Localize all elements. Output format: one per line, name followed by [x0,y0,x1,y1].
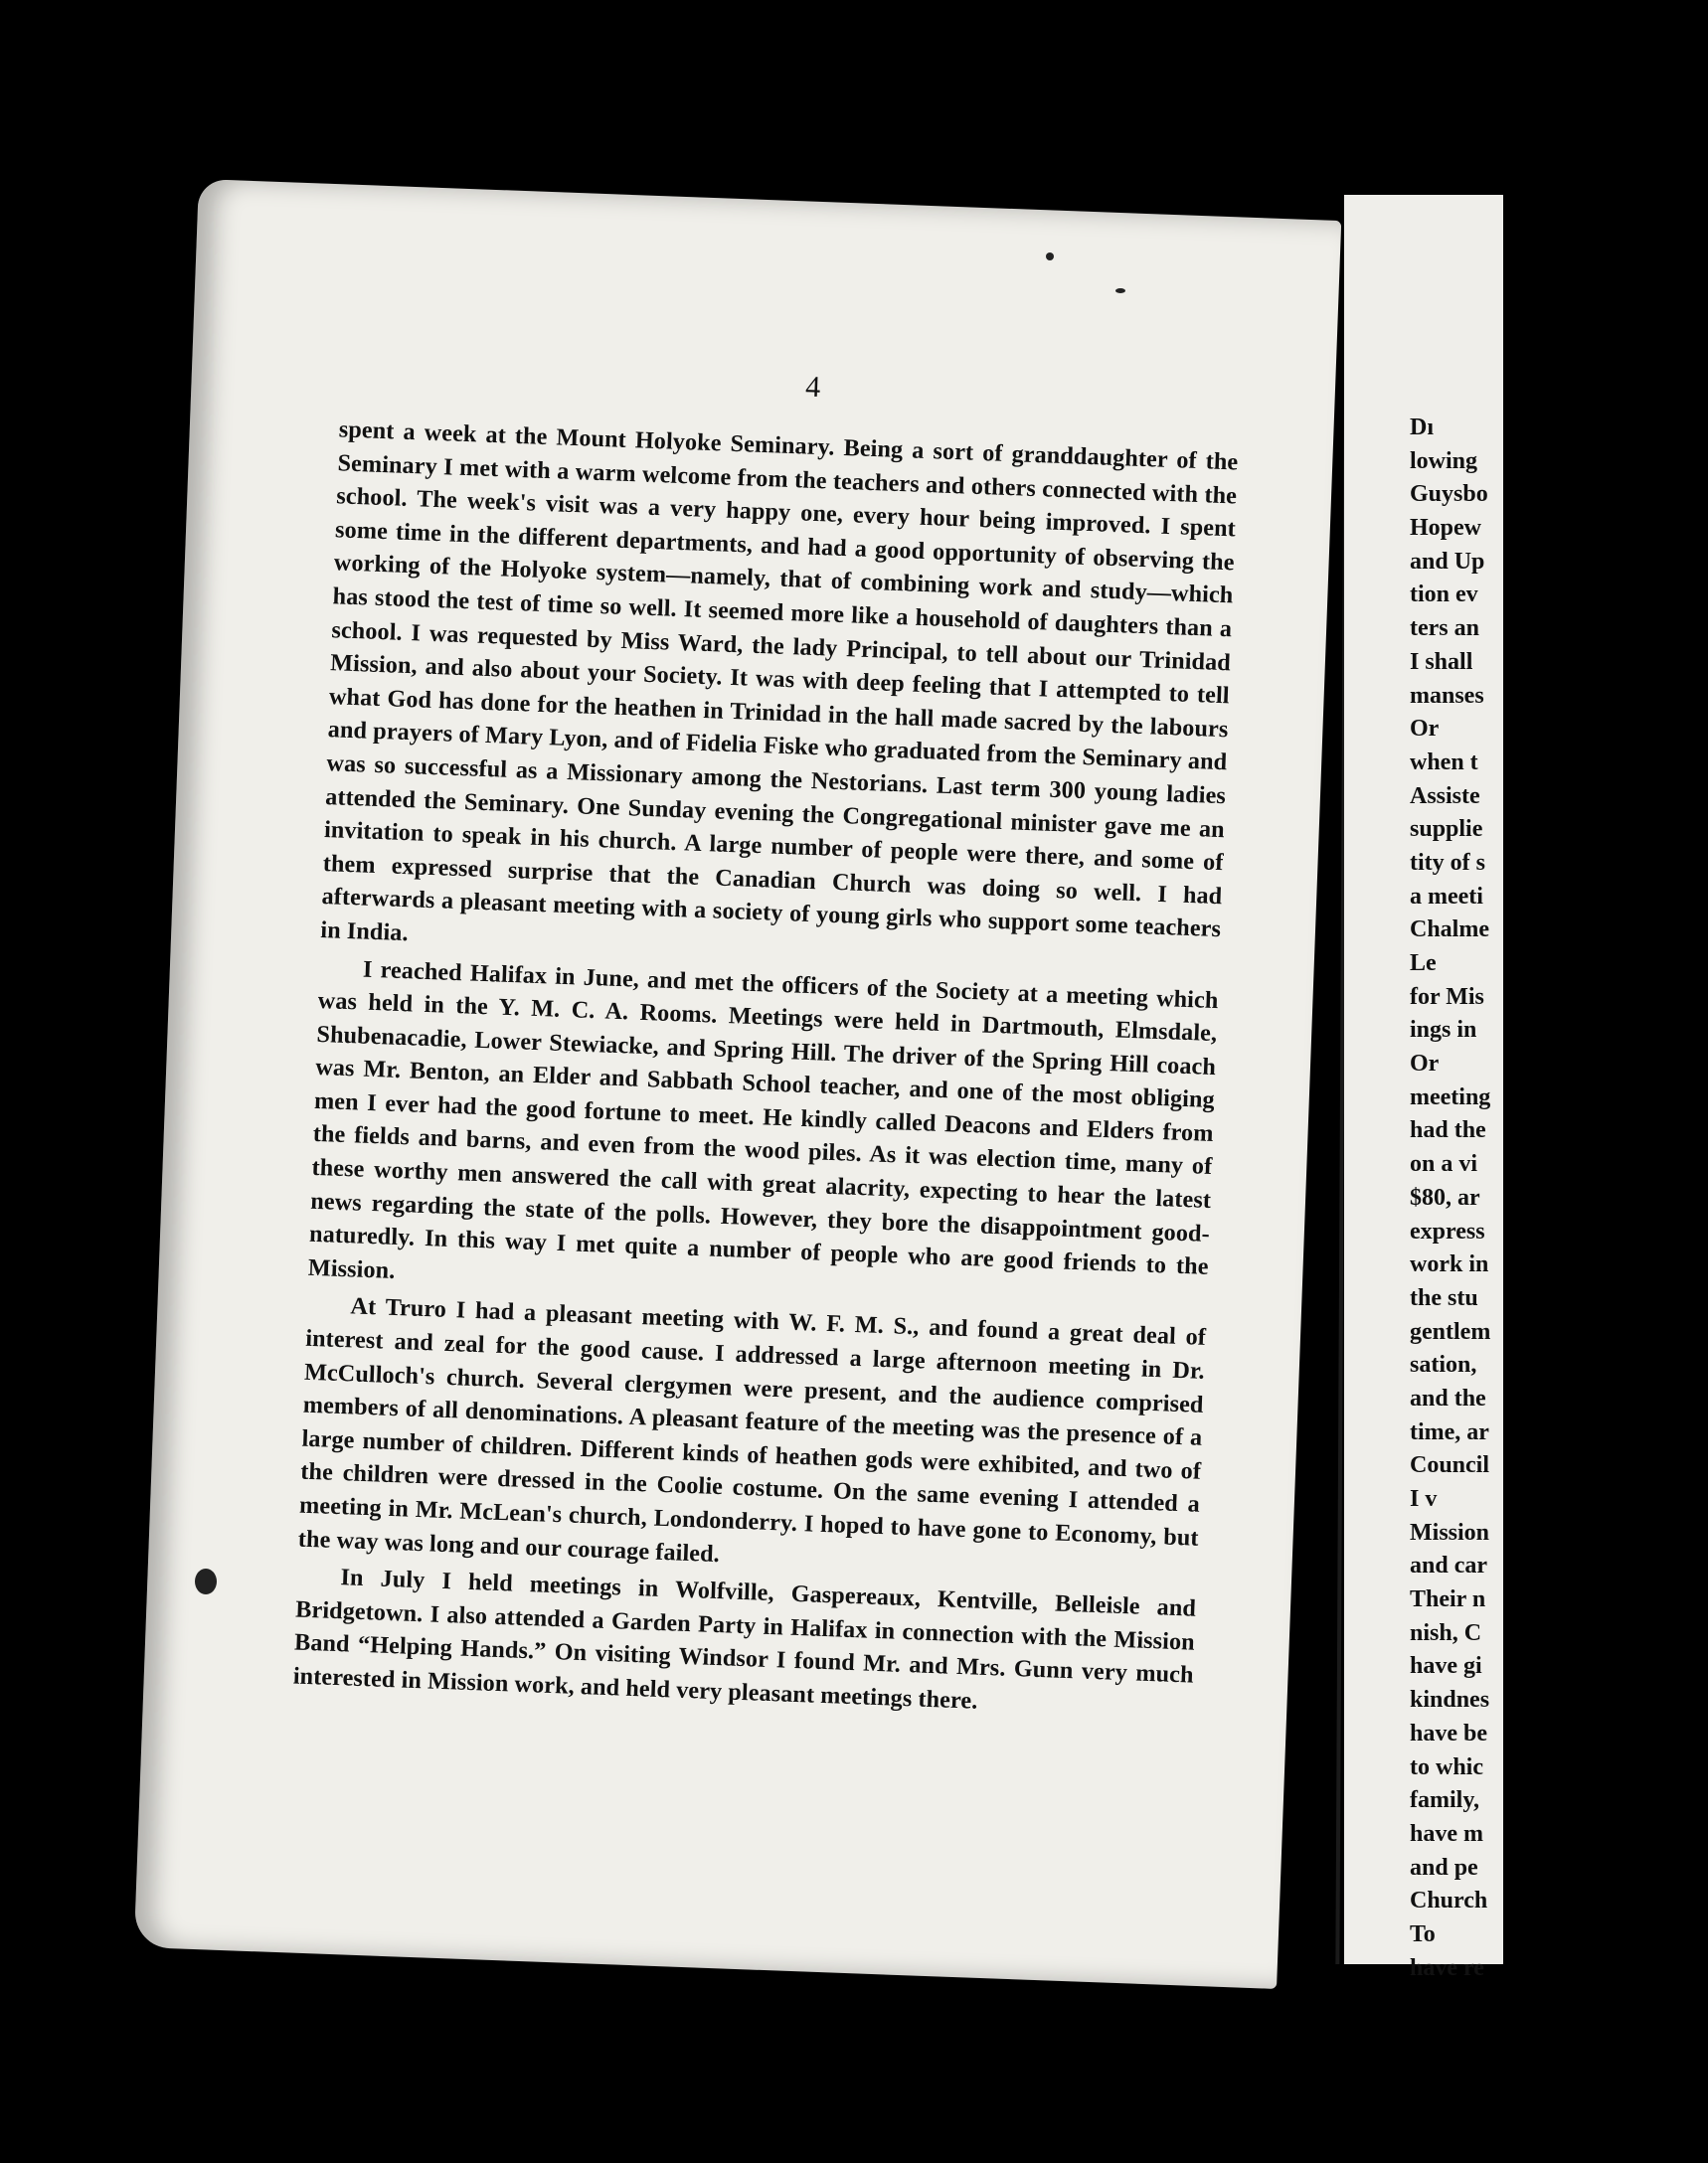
right-page-line: nish, C [1410,1619,1482,1646]
right-page-line: kindnes [1410,1687,1490,1714]
right-page-line: Assiste [1410,782,1480,809]
paragraph-july-meetings: In July I held meetings in Wolfville, Gaspereaux, Kentville, Belleisle and Bridgetown. I also attended a Garden Party in Halifax in connection with the Mission Band “Helping Hands.” On visiting Windsor I found Mr. and Mrs. Gunn very much interested in Mission work, and held very pleasant meetings there. [292,1564,1197,1715]
paragraph-truro: At Truro I had a pleasant meeting with W. F. M. S., and found a great deal of interest and zeal for the good cause. I addressed a large afternoon meeting in Dr. McCulloch's church. Several clergymen were present, and the audience comprised members of all denominations. A pleasant feature of the meeting was the presence of a large number of children. Different kinds of heathen gods were exhibited, and two of the children were dressed in the Coolie costume. On the same evening I attended a meeting in Mr. McLean's church, Londonderry. I hoped to have gone to Economy, but the way was long and our courage failed. [297,1292,1207,1568]
right-page-line: meeting [1410,1083,1491,1110]
right-page-line: and car [1410,1553,1487,1580]
right-page-line: manses [1410,682,1484,709]
right-page-line: tion ev [1410,582,1478,608]
right-page-line: to whic [1410,1753,1483,1780]
right-page-line: when t [1410,749,1478,775]
right-page-edge [1344,195,1503,1981]
right-page-line: gentlem [1410,1318,1491,1345]
right-page-line: Chalme [1410,916,1489,943]
right-page-line: Hopew [1410,515,1481,542]
right-page-line: on a vi [1410,1151,1478,1178]
right-page-line: and pe [1410,1854,1478,1881]
right-page-line: Church [1410,1888,1488,1914]
right-page-line: Dı [1410,415,1434,440]
right-page-line: family, [1410,1787,1479,1814]
right-page-line: sation, [1410,1352,1477,1379]
paragraph-halifax: I reached Halifax in June, and met the officers of the Society at a meeting which was held in the Y. M. C. A. Rooms. Meetings were held in Dartmouth, Elmsdale, Shubenacadie, Lower Stewiacke, and Spring Hill. The driver of the Spring Hill coach was Mr. Benton, an Elder and Sabbath School teacher, and one of the most obliging men I ever had the good fortune to meet. He kindly called Deacons and Elders from the fields and barns, and even from the wood piles. As it was election time, many of these worthy men answered the call with great alacrity, expecting to hear the latest news regarding the state of the polls. However, they bore the disappointment good-naturedly. In this way I met quite a number of people who are good friends to the Mission. [307,955,1219,1284]
right-page-line: Le [1410,950,1437,976]
right-page-line: the stu [1410,1284,1478,1311]
right-page-line: have gi [1410,1653,1482,1680]
right-page-line: ters an [1410,615,1479,642]
right-page-line: Council [1410,1452,1490,1479]
paragraph-mount-holyoke: spent a week at the Mount Holyoke Seminary. Being a sort of granddaughter of the Seminary I met with a warm welcome from the teachers and others connected with the school. The week's visit was a very happy one, every hour being improved. I spent some time in the different departments, and had a good opportunity of observing the working of the Holyoke system—namely, that of combining work and study—which has stood the test of time so well. It seemed more like a household of daughters than a school. I was requested by Miss Ward, the lady Principal, to tell about our Trinidad Mission, and also about your Society. It was with deep feeling that I attempted to tell what God has done for the heathen in Trinidad in the hall made sacred by the labours and prayers of Mary Lyon, and of Fidelia Fiske who graduated from the Seminary and was so successful as a Missionary among the Nestorians. Last term 300 young ladies attended the Seminary. One Sunday evening the Congregational minister gave me an invitation to speak in his church. A large number of people were there, and some of them expressed surprise that the Canadian Church was doing so well. I had afterwards a pleasant meeting with a society of young girls who support some teachers in India. [319,416,1239,947]
scan-speck [1115,288,1125,293]
right-page-line: lowing [1410,447,1478,474]
right-page-line: and Up [1410,548,1485,575]
right-page-line: I v [1410,1486,1438,1512]
right-page-line: supplie [1410,816,1483,843]
right-page-line: for Mis [1410,983,1484,1010]
left-page [134,179,1341,1989]
right-page-line: tity of s [1410,849,1485,876]
right-page-line: work in [1410,1251,1489,1278]
right-page-line: $80, ar [1410,1184,1480,1211]
right-page-line: ings in [1410,1017,1477,1044]
right-page-line: a meeti [1410,883,1483,910]
right-page-line: I shall [1410,648,1473,675]
right-page-line: Guysbo [1410,481,1488,508]
right-page-line: express [1410,1218,1485,1245]
right-page-line: have be [1410,1720,1487,1747]
page-body-text [292,413,1239,1726]
scan-speck [195,1569,217,1594]
scan-speck [1046,252,1054,260]
right-page-line: time, ar [1410,1418,1489,1445]
right-page-line: have m [1410,1820,1483,1847]
right-page-line: To [1410,1920,1436,1947]
right-page-line: Mission [1410,1519,1490,1546]
right-page-line: have re [1410,1954,1484,1981]
right-page-line: Their n [1410,1586,1486,1613]
right-page-line: Or [1410,1051,1440,1078]
right-page-line: Or [1410,716,1440,743]
right-page-line: and the [1410,1385,1486,1412]
right-page-text-fragments [1410,412,1708,1985]
right-page-line: had the [1410,1117,1486,1144]
page-number: 4 [804,370,821,405]
